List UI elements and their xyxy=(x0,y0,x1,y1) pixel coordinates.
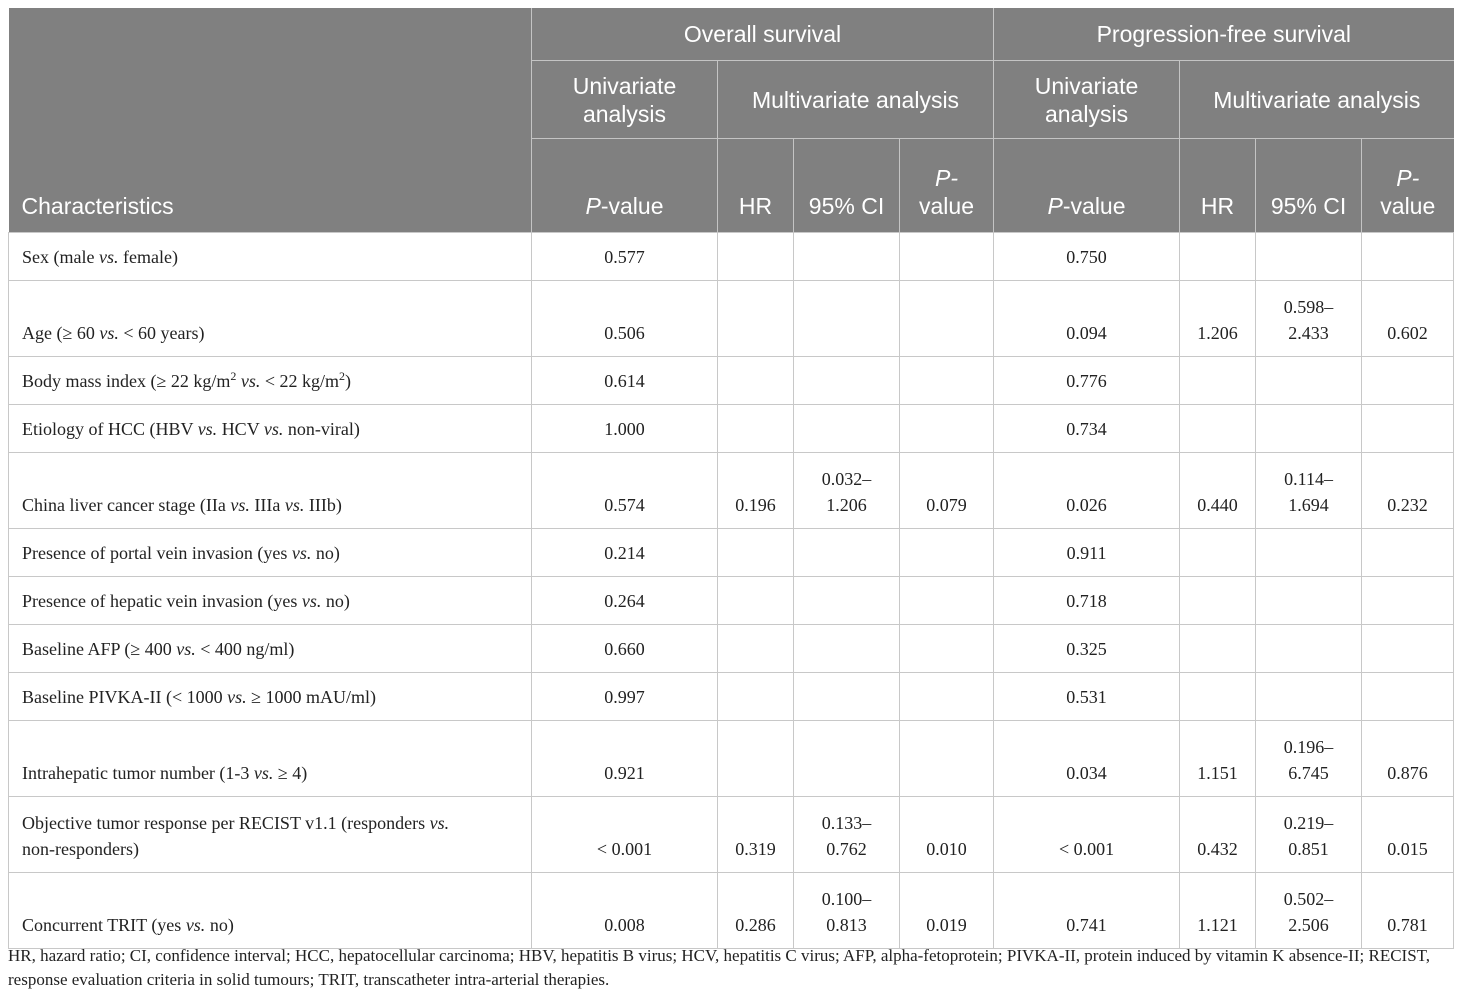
pfs-ci: 0.502– 2.506 xyxy=(1256,873,1362,949)
pfs-header: Progression-free survival xyxy=(994,8,1454,61)
os-univariate-p: 0.264 xyxy=(532,577,718,625)
table-row xyxy=(9,453,1454,529)
os-univariate-p: 0.921 xyxy=(532,721,718,797)
row-label-hepatic-vein: Presence of hepatic vein invasion (yes vs. no) xyxy=(9,577,532,625)
os-ci: 0.100– 0.813 xyxy=(794,873,900,949)
table-row xyxy=(9,721,1454,797)
os-univariate-p: < 0.001 xyxy=(532,797,718,873)
os-hr xyxy=(718,405,794,453)
table-row xyxy=(9,625,1454,673)
pfs-univariate-p: < 0.001 xyxy=(994,797,1180,873)
row-label-sex: Sex (male vs. female) xyxy=(9,233,532,281)
os-ci xyxy=(794,529,900,577)
row-label-portal-vein: Presence of portal vein invasion (yes vs. no) xyxy=(9,529,532,577)
row-label-objective-response: Objective tumor response per RECIST v1.1 (responders vs. non-responders) xyxy=(9,797,532,873)
pfs-multivariate-p xyxy=(1362,405,1454,453)
pfs-ci-header: 95% CI xyxy=(1256,139,1362,233)
os-univariate-p-header: P-value xyxy=(532,139,718,233)
pfs-univariate-p: 0.718 xyxy=(994,577,1180,625)
pfs-univariate-p: 0.531 xyxy=(994,673,1180,721)
os-multivariate-p xyxy=(900,625,994,673)
os-multivariate-p: 0.079 xyxy=(900,453,994,529)
pfs-univariate-p: 0.741 xyxy=(994,873,1180,949)
pfs-multivariate-p xyxy=(1362,673,1454,721)
os-multivariate-p xyxy=(900,721,994,797)
row-label-pivka: Baseline PIVKA-II (< 1000 vs. ≥ 1000 mAU/ml) xyxy=(9,673,532,721)
pfs-hr xyxy=(1180,233,1256,281)
pfs-ci xyxy=(1256,625,1362,673)
pfs-hr: 1.121 xyxy=(1180,873,1256,949)
os-hr xyxy=(718,529,794,577)
pfs-hr-header: HR xyxy=(1180,139,1256,233)
os-multivariate-p xyxy=(900,577,994,625)
os-ci xyxy=(794,357,900,405)
results-table-container xyxy=(8,8,1453,949)
os-hr xyxy=(718,233,794,281)
os-hr xyxy=(718,625,794,673)
pfs-ci xyxy=(1256,233,1362,281)
table-row xyxy=(9,577,1454,625)
pfs-univariate-p: 0.911 xyxy=(994,529,1180,577)
os-ci xyxy=(794,625,900,673)
pfs-univariate-p: 0.094 xyxy=(994,281,1180,357)
table-row xyxy=(9,233,1454,281)
table-row xyxy=(9,281,1454,357)
os-univariate-p: 0.997 xyxy=(532,673,718,721)
pfs-ci xyxy=(1256,357,1362,405)
os-univariate-p: 0.214 xyxy=(532,529,718,577)
os-hr xyxy=(718,357,794,405)
table-row xyxy=(9,357,1454,405)
table-row xyxy=(9,529,1454,577)
os-ci xyxy=(794,233,900,281)
pfs-hr xyxy=(1180,625,1256,673)
os-univariate-p: 0.008 xyxy=(532,873,718,949)
pfs-multivariate-p: 0.781 xyxy=(1362,873,1454,949)
os-multivariate-p xyxy=(900,673,994,721)
pfs-univariate-p: 0.026 xyxy=(994,453,1180,529)
pfs-univariate-p: 0.750 xyxy=(994,233,1180,281)
overall-survival-header: Overall survival xyxy=(532,8,994,61)
os-hr: 0.196 xyxy=(718,453,794,529)
row-label-concurrent-trit: Concurrent TRIT (yes vs. no) xyxy=(9,873,532,949)
os-hr xyxy=(718,577,794,625)
row-label-tumor-number: Intrahepatic tumor number (1-3 vs. ≥ 4) xyxy=(9,721,532,797)
table-header xyxy=(9,8,1454,233)
os-multivariate-p xyxy=(900,357,994,405)
pfs-multivariate-p: 0.015 xyxy=(1362,797,1454,873)
survival-analysis-table xyxy=(8,8,1454,949)
os-ci: 0.133– 0.762 xyxy=(794,797,900,873)
pfs-ci xyxy=(1256,673,1362,721)
os-multivariate-header: Multivariate analysis xyxy=(718,61,994,139)
table-body xyxy=(9,233,1454,949)
os-ci xyxy=(794,673,900,721)
os-ci xyxy=(794,577,900,625)
os-univariate-p: 0.506 xyxy=(532,281,718,357)
table-row xyxy=(9,873,1454,949)
os-hr: 0.286 xyxy=(718,873,794,949)
os-multivariate-p-header: P- value xyxy=(900,139,994,233)
os-ci: 0.032– 1.206 xyxy=(794,453,900,529)
row-label-age: Age (≥ 60 vs. < 60 years) xyxy=(9,281,532,357)
pfs-hr xyxy=(1180,529,1256,577)
row-label-etiology: Etiology of HCC (HBV vs. HCV vs. non-viral) xyxy=(9,405,532,453)
pfs-hr: 1.151 xyxy=(1180,721,1256,797)
pfs-ci: 0.196– 6.745 xyxy=(1256,721,1362,797)
pfs-hr xyxy=(1180,577,1256,625)
pfs-univariate-p: 0.776 xyxy=(994,357,1180,405)
pfs-multivariate-p-header: P- value xyxy=(1362,139,1454,233)
os-univariate-p: 1.000 xyxy=(532,405,718,453)
os-univariate-p: 0.614 xyxy=(532,357,718,405)
pfs-univariate-p: 0.325 xyxy=(994,625,1180,673)
characteristics-header: Characteristics xyxy=(9,8,532,233)
pfs-ci: 0.598– 2.433 xyxy=(1256,281,1362,357)
row-label-bmi: Body mass index (≥ 22 $kg/m^2$ vs. < 22 $kg/m^2$) xyxy=(9,357,532,405)
os-ci xyxy=(794,405,900,453)
pfs-hr: 0.432 xyxy=(1180,797,1256,873)
pfs-ci xyxy=(1256,405,1362,453)
os-hr xyxy=(718,721,794,797)
table-row xyxy=(9,797,1454,873)
os-multivariate-p: 0.019 xyxy=(900,873,994,949)
pfs-multivariate-p xyxy=(1362,577,1454,625)
pfs-univariate-p-header: P-value xyxy=(994,139,1180,233)
pfs-hr xyxy=(1180,357,1256,405)
os-hr: 0.319 xyxy=(718,797,794,873)
pfs-ci: 0.219– 0.851 xyxy=(1256,797,1362,873)
row-label-cnlc-stage: China liver cancer stage (IIa vs. IIIa vs. IIIb) xyxy=(9,453,532,529)
pfs-univariate-header: Univariate analysis xyxy=(994,61,1180,139)
os-hr xyxy=(718,281,794,357)
os-hr-header: HR xyxy=(718,139,794,233)
os-univariate-p: 0.577 xyxy=(532,233,718,281)
os-multivariate-p xyxy=(900,233,994,281)
pfs-hr xyxy=(1180,405,1256,453)
pfs-hr: 0.440 xyxy=(1180,453,1256,529)
row-label-afp: Baseline AFP (≥ 400 vs. < 400 ng/ml) xyxy=(9,625,532,673)
os-multivariate-p xyxy=(900,405,994,453)
pfs-multivariate-p xyxy=(1362,357,1454,405)
pfs-univariate-p: 0.734 xyxy=(994,405,1180,453)
pfs-ci xyxy=(1256,529,1362,577)
os-ci xyxy=(794,281,900,357)
os-univariate-header: Univariate analysis xyxy=(532,61,718,139)
pfs-multivariate-p: 0.232 xyxy=(1362,453,1454,529)
os-ci-header: 95% CI xyxy=(794,139,900,233)
os-multivariate-p: 0.010 xyxy=(900,797,994,873)
os-hr xyxy=(718,673,794,721)
pfs-multivariate-p: 0.602 xyxy=(1362,281,1454,357)
table-footnote: HR, hazard ratio; CI, confidence interval; HCC, hepatocellular carcinoma; HBV, hepatitis B virus; HCV, hepatitis C virus; AFP, alpha-fetoprotein; PIVKA-II, protein induced by vitamin K absence-II; RECIST, response evaluation criteria in solid tumours; TRIT, transcatheter intra-arterial therapies. xyxy=(8,946,1431,989)
table-row xyxy=(9,405,1454,453)
os-ci xyxy=(794,721,900,797)
pfs-univariate-p: 0.034 xyxy=(994,721,1180,797)
pfs-multivariate-p xyxy=(1362,529,1454,577)
table-row xyxy=(9,673,1454,721)
os-univariate-p: 0.660 xyxy=(532,625,718,673)
os-multivariate-p xyxy=(900,281,994,357)
pfs-hr xyxy=(1180,673,1256,721)
pfs-multivariate-p: 0.876 xyxy=(1362,721,1454,797)
os-univariate-p: 0.574 xyxy=(532,453,718,529)
pfs-hr: 1.206 xyxy=(1180,281,1256,357)
pfs-ci xyxy=(1256,577,1362,625)
pfs-multivariate-p xyxy=(1362,233,1454,281)
pfs-ci: 0.114– 1.694 xyxy=(1256,453,1362,529)
pfs-multivariate-p xyxy=(1362,625,1454,673)
pfs-multivariate-header: Multivariate analysis xyxy=(1180,61,1454,139)
os-multivariate-p xyxy=(900,529,994,577)
